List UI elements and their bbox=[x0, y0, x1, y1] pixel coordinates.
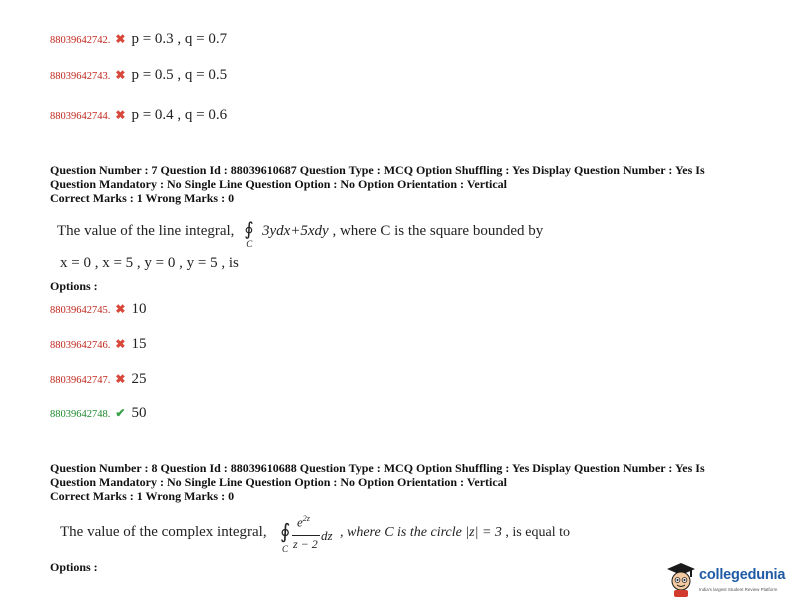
question-header-line: Question Number : 7 Question Id : 88039610687 Question Type : MCQ Option Shuffling : Yes Display Question Number : Yes Is bbox=[50, 163, 705, 177]
option-id: 88039642748. bbox=[50, 409, 111, 420]
options-label: Options : bbox=[50, 279, 98, 293]
integrand: 3ydx+5xdy bbox=[261, 223, 329, 239]
integral-subscript: C bbox=[282, 544, 289, 554]
option-text: 10 bbox=[131, 301, 147, 317]
question-text-line2: x = 0 , x = 5 , y = 0 , y = 5 , is bbox=[60, 255, 239, 271]
where-clause: , where C is the circle bbox=[340, 525, 462, 540]
option-text: p = 0.3 , q = 0.7 bbox=[131, 31, 228, 47]
option-row bbox=[50, 67, 227, 84]
wrong-cross-icon: ✖ bbox=[115, 108, 126, 122]
question-text bbox=[60, 524, 267, 541]
question-header bbox=[50, 163, 705, 205]
integral-symbol: ∮ bbox=[244, 219, 254, 239]
question-header bbox=[50, 461, 705, 503]
question-text-after: , is equal to bbox=[505, 525, 570, 540]
question-header-line: Question Number : 8 Question Id : 88039610688 Question Type : MCQ Option Shuffling : Yes Display Question Number : Yes Is bbox=[50, 461, 705, 475]
integral-symbol: ∮ bbox=[280, 521, 291, 543]
option-id: 88039642747. bbox=[50, 375, 111, 386]
question-text-after: , where C is the square bounded by bbox=[332, 223, 544, 239]
option-text: 25 bbox=[131, 371, 147, 387]
option-text: p = 0.4 , q = 0.6 bbox=[131, 107, 228, 123]
numerator-exponent: 2z bbox=[302, 514, 310, 523]
option-row bbox=[50, 336, 146, 353]
wrong-cross-icon: ✖ bbox=[115, 32, 126, 46]
option-id: 88039642744. bbox=[50, 111, 111, 122]
graduate-mascot-icon bbox=[664, 560, 698, 598]
fraction-numerator bbox=[297, 514, 310, 530]
correct-check-icon: ✔ bbox=[115, 406, 126, 420]
differential: dz bbox=[321, 528, 333, 543]
wrong-cross-icon: ✖ bbox=[115, 337, 126, 351]
option-text: 50 bbox=[131, 405, 147, 421]
question-text-before: The value of the line integral, bbox=[57, 223, 235, 239]
option-id: 88039642746. bbox=[50, 340, 111, 351]
option-id: 88039642743. bbox=[50, 71, 111, 82]
circle-expression: |z| = 3 bbox=[465, 525, 502, 540]
numerator-base: e bbox=[297, 514, 303, 530]
logo-text: collegedunia bbox=[699, 567, 786, 583]
option-row bbox=[50, 405, 146, 422]
option-text: p = 0.5 , q = 0.5 bbox=[131, 67, 228, 83]
question-header-line: Question Mandatory : No Single Line Question Option : No Option Orientation : Vertical bbox=[50, 475, 508, 489]
option-row bbox=[50, 107, 227, 124]
option-id: 88039642742. bbox=[50, 35, 111, 46]
fraction-denominator: z − 2 bbox=[293, 537, 318, 551]
question-marks: Correct Marks : 1 Wrong Marks : 0 bbox=[50, 191, 235, 205]
wrong-cross-icon: ✖ bbox=[115, 68, 126, 82]
question-marks: Correct Marks : 1 Wrong Marks : 0 bbox=[50, 489, 235, 503]
question-text bbox=[57, 219, 544, 249]
option-text: 15 bbox=[131, 336, 147, 352]
question-header-line: Question Mandatory : No Single Line Question Option : No Option Orientation : Vertical bbox=[50, 177, 508, 191]
option-row bbox=[50, 31, 227, 48]
contour-integral bbox=[244, 219, 258, 249]
collegedunia-logo bbox=[664, 560, 784, 600]
integral-subscript: C bbox=[246, 239, 253, 249]
option-id: 88039642745. bbox=[50, 305, 111, 316]
fraction-bar bbox=[292, 535, 320, 536]
wrong-cross-icon: ✖ bbox=[115, 302, 126, 316]
question-text-before: The value of the complex integral, bbox=[60, 524, 267, 540]
logo-tagline: India's largest Student Review Platform bbox=[699, 587, 778, 592]
option-row bbox=[50, 371, 146, 388]
wrong-cross-icon: ✖ bbox=[115, 372, 126, 386]
question-text-tail bbox=[340, 525, 570, 541]
option-row bbox=[50, 301, 146, 318]
options-label: Options : bbox=[50, 560, 98, 574]
